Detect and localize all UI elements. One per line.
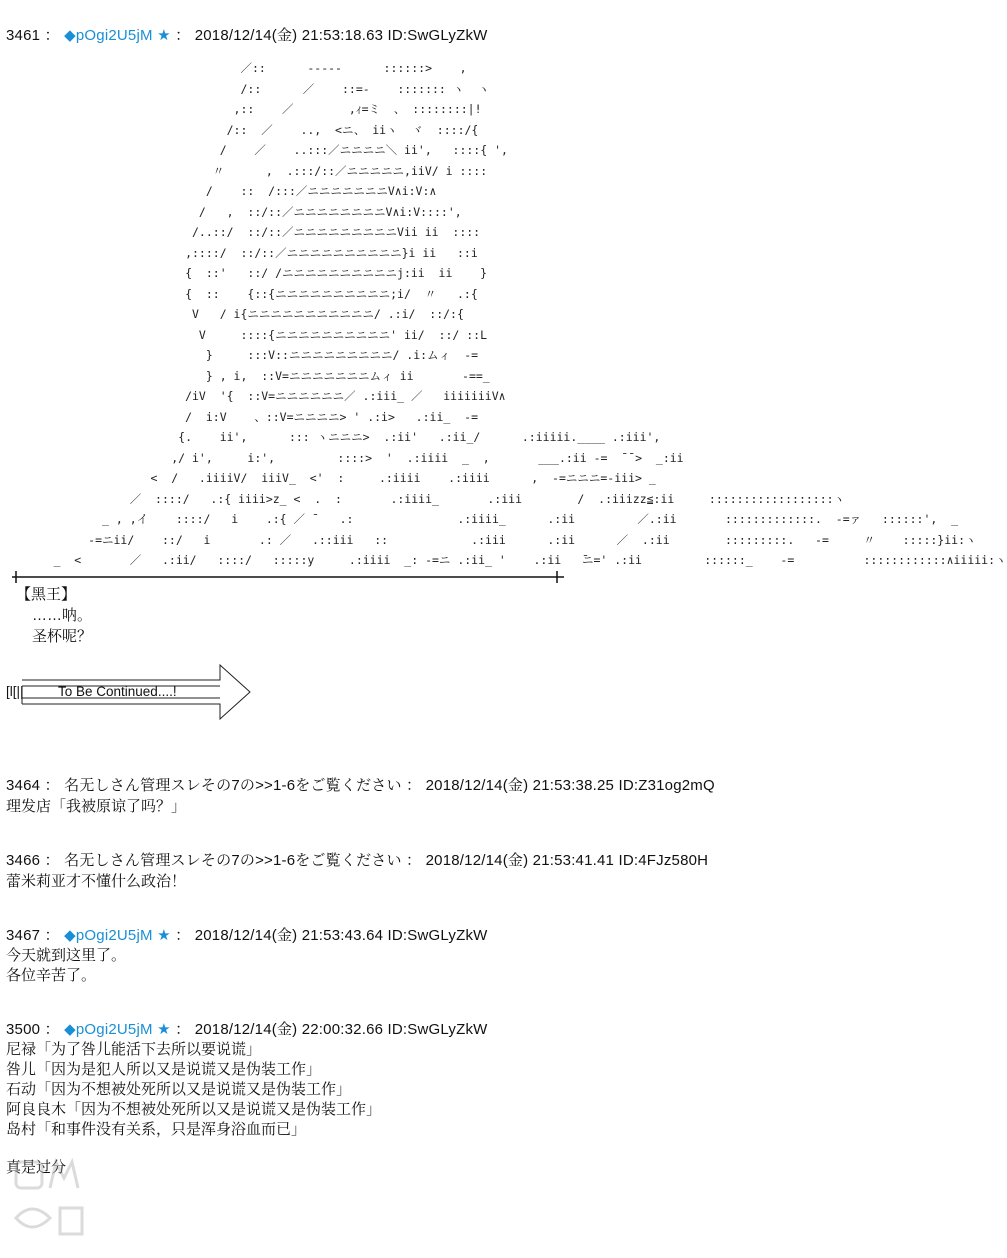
- post-body-line: 真是过分: [6, 1159, 67, 1176]
- poster-name: 名无しさん管理スレその7の>>1-6をご覧ください: [64, 852, 402, 869]
- separator: ：: [44, 27, 60, 44]
- separator: ：: [44, 852, 60, 869]
- post-header-3461: [6, 24, 488, 45]
- poster-trip[interactable]: ◆pOgi2U5jM: [64, 1021, 153, 1038]
- separator: ：: [44, 927, 60, 944]
- dialogue-line: 圣杯呢？: [32, 628, 93, 645]
- post-body-line: 各位辛苦了。: [6, 967, 97, 984]
- post-header-3464: [6, 774, 715, 795]
- post-number: 3464: [6, 777, 41, 794]
- post-date: 2018/12/14(金) 21:53:41.41 ID:4FJz580H: [425, 852, 709, 869]
- post-date: 2018/12/14(金) 21:53:18.63 ID:SwGLyZkW: [194, 27, 488, 44]
- post-body-line: 阿良良木「因为不想被处死所以又是说谎又是伪装工作」: [6, 1101, 382, 1118]
- separator: ：: [406, 777, 422, 794]
- site-watermark-logo-icon: [10, 1148, 110, 1248]
- post-number: 3466: [6, 852, 41, 869]
- tbc-prefix: [l[||: [6, 684, 24, 699]
- poster-name: 名无しさん管理スレその7の>>1-6をご覧ください: [64, 777, 402, 794]
- post-date: 2018/12/14(金) 21:53:38.25 ID:Z31og2mQ: [425, 777, 715, 794]
- post-body-line: 石动「因为不想被处死所以又是说谎又是伪装工作」: [6, 1081, 352, 1098]
- post-header-3466: [6, 849, 708, 870]
- post-body-line: 理发店「我被原谅了吗？」: [6, 798, 187, 815]
- ground-line: [12, 571, 564, 583]
- separator: ：: [175, 927, 191, 944]
- separator: ：: [175, 1021, 191, 1038]
- post-number: 3467: [6, 927, 41, 944]
- post-header-3467: [6, 924, 488, 945]
- poster-trip[interactable]: ◆pOgi2U5jM: [64, 927, 153, 944]
- post-date: 2018/12/14(金) 22:00:32.66 ID:SwGLyZkW: [194, 1021, 488, 1038]
- poster-trip[interactable]: ◆pOgi2U5jM: [64, 27, 153, 44]
- post-body-line: 岛村「和事件没有关系，只是浑身浴血而已」: [6, 1121, 307, 1138]
- speaker-name: 【黑王】: [16, 586, 77, 603]
- star-icon: ★: [157, 1021, 171, 1038]
- star-icon: ★: [157, 927, 171, 944]
- separator: ：: [175, 27, 191, 44]
- separator: ：: [44, 1021, 60, 1038]
- post-body-line: 今天就到这里了。: [6, 947, 127, 964]
- separator: ：: [406, 852, 422, 869]
- dialogue-line: ……呐。: [32, 607, 93, 624]
- dialogue-block: [16, 584, 92, 647]
- post-body-line: 蕾米莉亚才不懂什么政治！: [6, 873, 187, 890]
- post-date: 2018/12/14(金) 21:53:43.64 ID:SwGLyZkW: [194, 927, 488, 944]
- to-be-continued-label: [6, 684, 177, 699]
- post-header-3500: [6, 1018, 488, 1039]
- post-number: 3500: [6, 1021, 41, 1038]
- tbc-text: To Be Continued....!: [58, 684, 177, 699]
- post-body-line: 尼禄「为了咎儿能活下去所以要说谎」: [6, 1041, 262, 1058]
- post-number: 3461: [6, 27, 41, 44]
- post-body-line: 咎儿「因为是犯人所以又是说谎又是伪装工作」: [6, 1061, 322, 1078]
- star-icon: ★: [157, 27, 171, 44]
- ascii-art-illustration: ／:: ----‐ ::::::> , /:: ／ ::=- ::::::: ヽ ヽ ,:: ／ ,ｨ=ミ 、 ::::::::|! /:: ／ .., <ニ、 iiヽ ヾ ::::/{ / ／ ..:::／ニニニニ＼ ii', ::::{ ', 〃 , .:::/::／ニニニニニ,iiV/ i :::: / :: /:::／ニニニニニニニV∧i:V:∧ / , ::/::／ニニニニニニニニV∧i:V::::', /..::/ ::/::／ニニニニニニニニニVii ii :::: ,::::/ ::/::／ニニニニニニニニニニ}i ii ::i { ::' ::/ /ニニニニニニニニニニj:ii ii } { :: {::{ニニニニニニニニニニ;i/ 〃 .:{ V / i{ニニニニニニニニニニニ/ .:i/ ::/:{ V ::::{ニニニニニニニニニニ' ii/ ::/ ::L } :::V::ニニニニニニニニニ/ .i:ムィ -= } , i, ::V=ニニニニニニニムィ ii -==_ /iV '{ ::V=ニニニニニニ／ .:iii_ ／ iiiiiiiV∧ / i:V 、::V=ニニニニ> ' .:i> .:ii_ -= {. ii', ::: ヽニニニ> .:ii' .:ii_/ .:iiiii.____ .:iii', ,/ i', i:', ::::> ' .:iiii _ , ___.:ii -= ̄ ̄ > _:ii < / .iiiiV/ iiiV_ <' : .:iiii .:iiii , -=ニニニ=-iii> _ ／ ::::/ .:{ iiii>z_ < . : .:iiii_ .:iii / .:iiizz≦:ii ::::::::::::::::::ヽ _ , ,イ ::::/ i .:{ ／ ̄ .: .:iiii_ .:ii ／.:ii :::::::::::::. -=ァ ::::::', _ -=ニii/ ::/ i .: ／ .::iii :: .:iii .:ii ／ .:ii :::::::::. -= 〃 :::::}ii:ヽ _ < ／ .:ii/ ::::/ :::::y .:iiii _: -=ニ .:ii_ ' .:ii ̄ニ=' .:ii ::::::_ -= ::::::::::::∧iiiii:ヽ: [53, 61, 1007, 567]
- separator: ：: [44, 777, 60, 794]
